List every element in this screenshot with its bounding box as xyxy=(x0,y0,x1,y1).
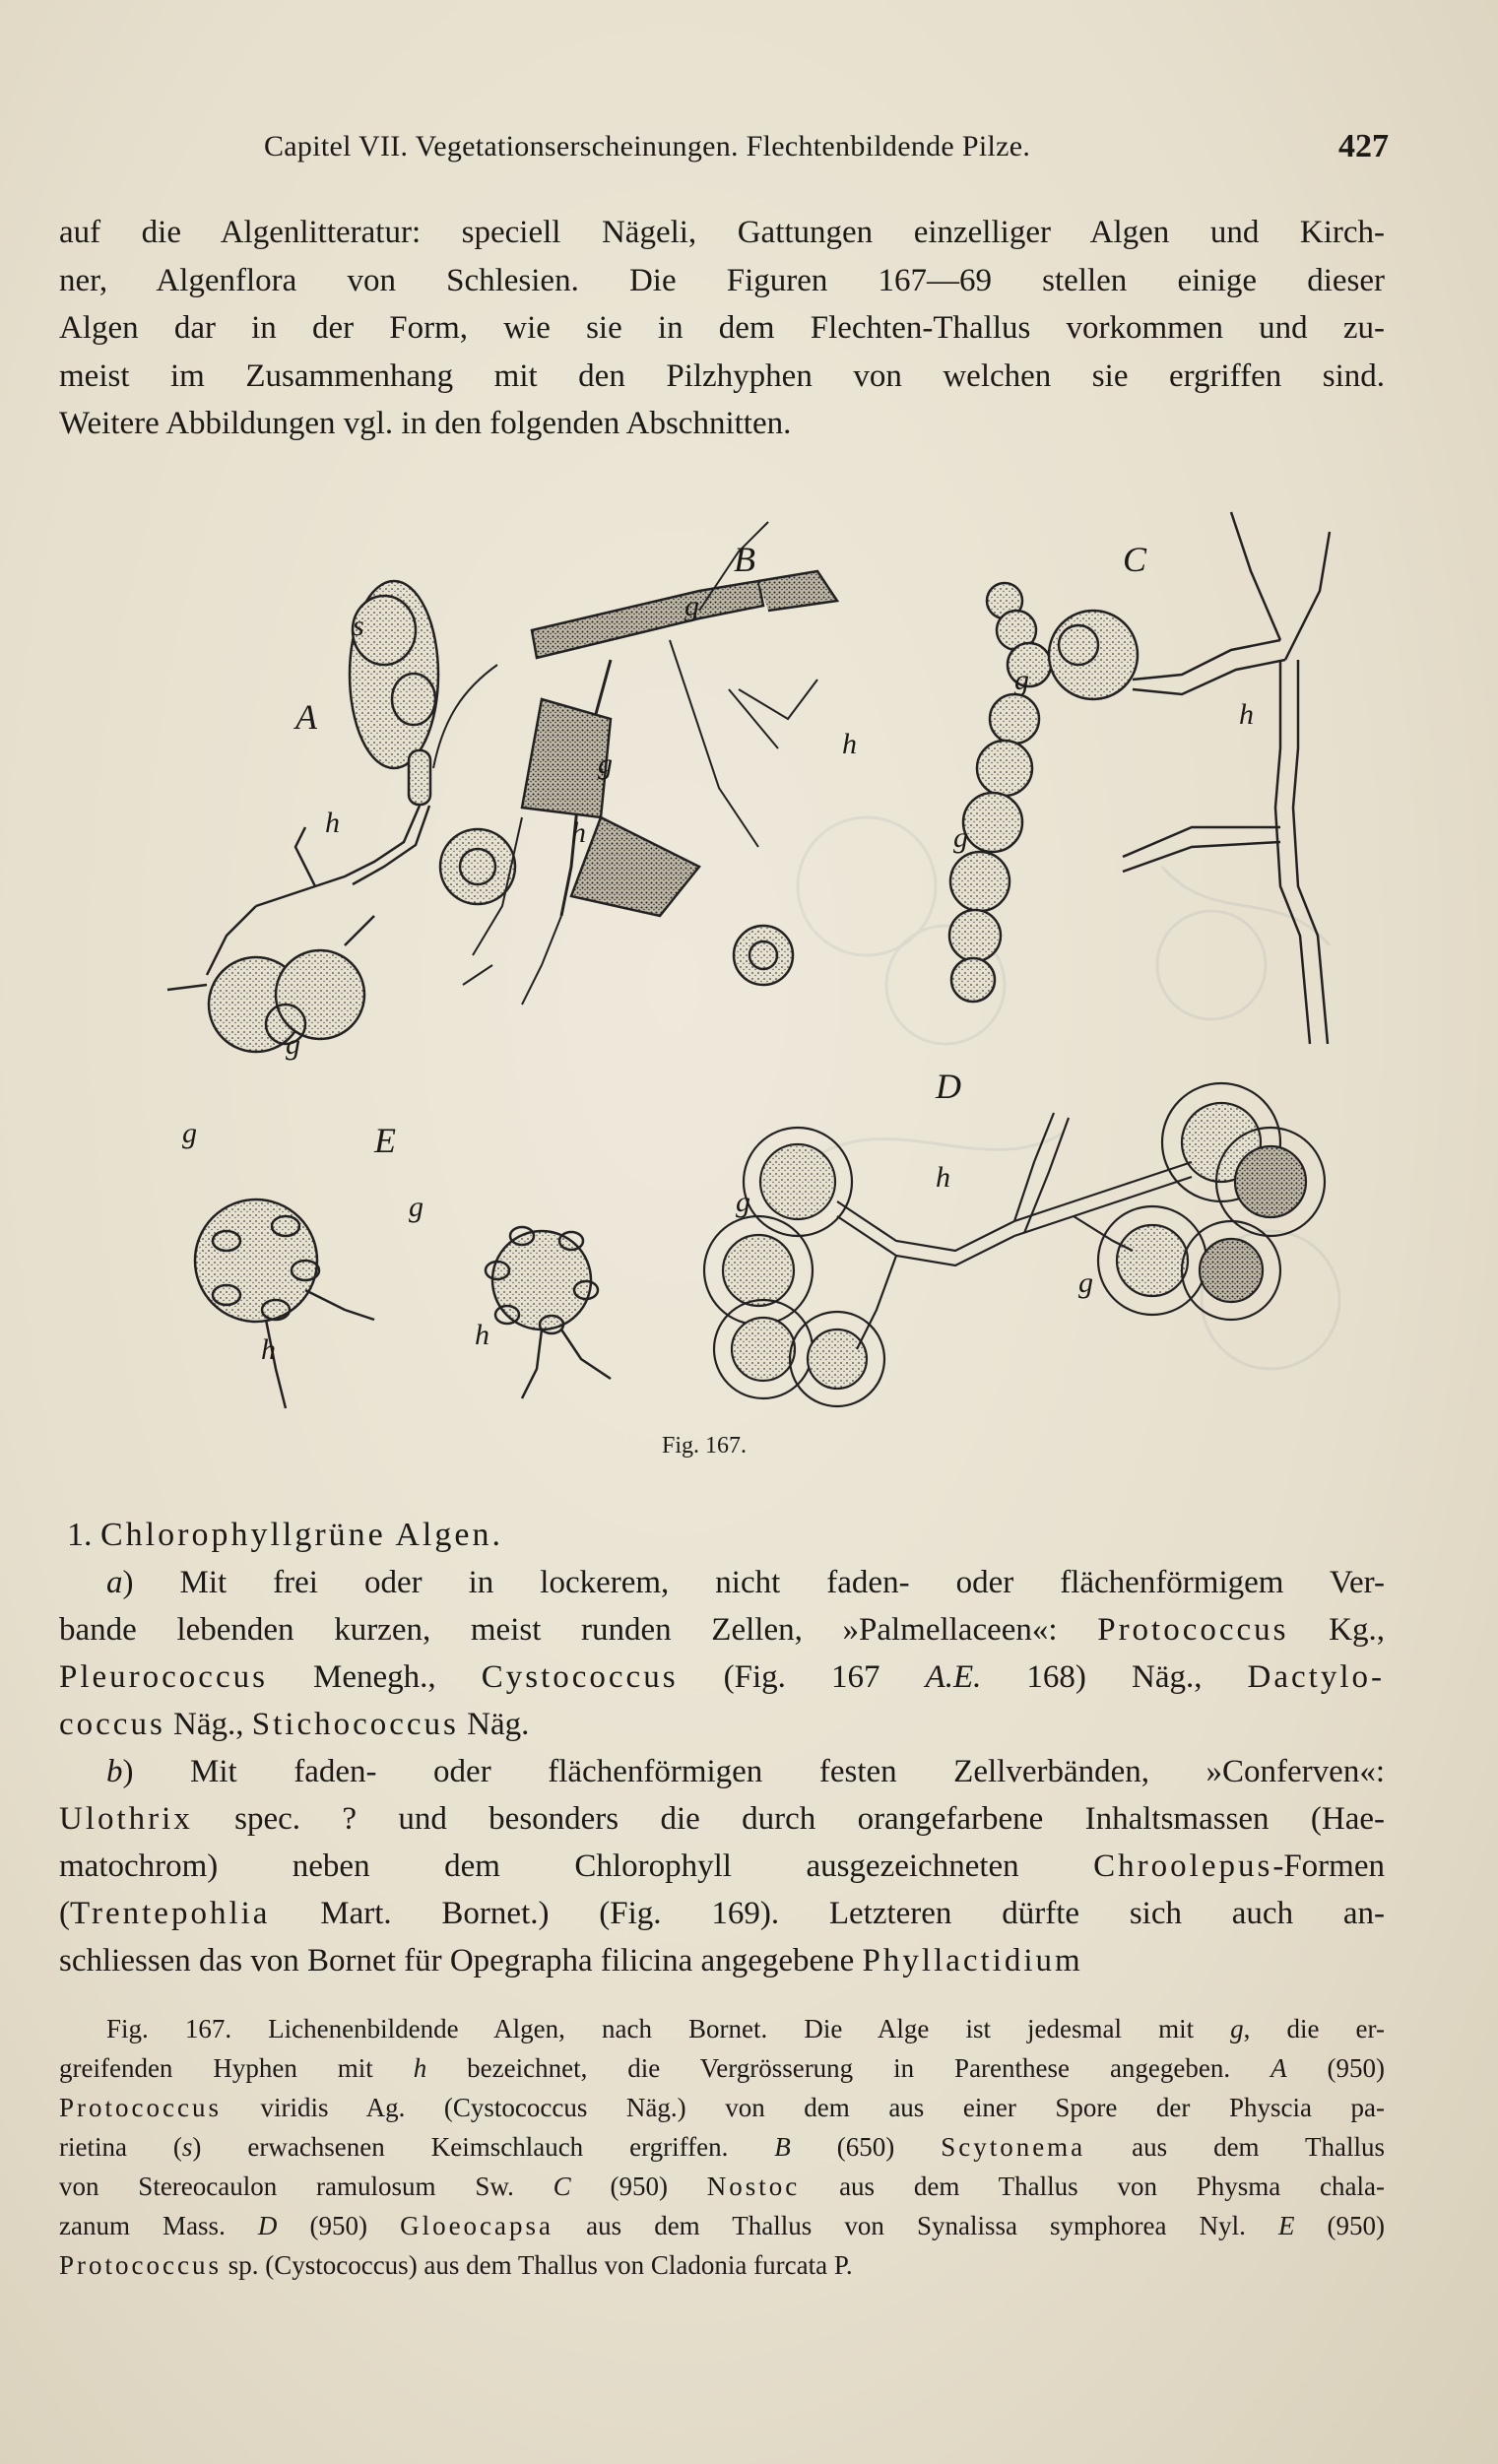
panel-c-label: C xyxy=(1123,540,1147,579)
text-line xyxy=(59,2206,1385,2245)
label-g: g xyxy=(1014,664,1029,696)
text-run: bezeichnet, die Vergrösserung in Parenthese angegeben. xyxy=(426,2053,1271,2083)
text-line xyxy=(59,2167,1385,2206)
text-run: Mart. Bornet.) (Fig. 169). Letzteren dürfte sich auch an- xyxy=(270,1896,1385,1931)
text-line xyxy=(59,1653,1385,1701)
italic-term: A xyxy=(1270,2053,1287,2083)
italic-term: h xyxy=(413,2053,427,2083)
text-run: zanum Mass. xyxy=(59,2211,258,2240)
text-line xyxy=(59,2088,1385,2127)
text-line xyxy=(59,2009,1385,2048)
page-header xyxy=(264,130,1389,173)
italic-term: b xyxy=(106,1754,123,1789)
text-run: (650) xyxy=(790,2132,942,2162)
section-heading xyxy=(59,1512,1385,1559)
text-run: aus dem Thallus von Synalissa symphorea Nyl. xyxy=(554,2211,1278,2240)
text-run: (950) xyxy=(277,2211,401,2240)
text-line xyxy=(59,2127,1385,2167)
label-g: g xyxy=(182,1117,197,1149)
spaced-term: Pleurococcus xyxy=(59,1659,268,1695)
label-h: h xyxy=(475,1319,489,1351)
spaced-term: coccus xyxy=(59,1707,165,1742)
text-run: sp. (Cystococcus) aus dem Thallus von Cladonia furcata P. xyxy=(221,2250,853,2280)
figure-167-illustration xyxy=(148,492,1369,1438)
intro-line: ner, Algenflora von Schlesien. Die Figuren 167—69 stellen einige dieser xyxy=(59,262,1385,298)
spaced-term: Ulothrix xyxy=(59,1801,193,1837)
text-run: greifenden Hyphen mit xyxy=(59,2053,414,2083)
label-h: h xyxy=(325,807,340,839)
section-number: 1. xyxy=(67,1517,93,1553)
intro-paragraph xyxy=(59,209,1385,448)
text-line xyxy=(59,1606,1385,1653)
spaced-term: Stichococcus xyxy=(251,1707,459,1742)
text-line xyxy=(59,1748,1385,1795)
spaced-term: Scytonema xyxy=(941,2132,1086,2162)
text-line xyxy=(59,2245,1385,2285)
label-g: g xyxy=(684,590,699,622)
intro-line: Weitere Abbildungen vgl. in den folgenden Abschnitten. xyxy=(59,406,792,441)
italic-term: a xyxy=(106,1565,123,1600)
text-line xyxy=(59,2048,1385,2088)
text-run: , die er- xyxy=(1243,2014,1385,2043)
label-g: g xyxy=(598,747,613,780)
text-run: -Formen xyxy=(1272,1848,1385,1884)
spaced-term: Protococcus xyxy=(59,2250,222,2280)
intro-line: meist im Zusammenhang mit den Pilzhyphen von welchen sie ergriffen sind. xyxy=(59,357,1385,394)
label-g: g xyxy=(953,821,968,854)
panel-a-drawing xyxy=(167,581,438,1052)
spaced-term: Gloeocapsa xyxy=(400,2211,554,2240)
text-run: (950) xyxy=(570,2172,707,2201)
label-h: h xyxy=(936,1161,950,1194)
text-run: Kg., xyxy=(1288,1612,1385,1648)
spaced-term: Cystococcus xyxy=(481,1659,679,1695)
text-run: bande lebenden kurzen, meist runden Zellen, »Palmellaceen«: xyxy=(59,1612,1098,1648)
text-run: matochrom) neben dem Chlorophyll ausgezeichneten xyxy=(59,1848,1094,1884)
running-head: Capitel VII. Vegetationserscheinungen. Flechtenbildende Pilze. xyxy=(264,130,1031,162)
text-run: ( xyxy=(59,1896,70,1931)
label-h: h xyxy=(261,1333,276,1366)
panel-c-drawing xyxy=(949,512,1330,1044)
page-number: 427 xyxy=(1338,128,1389,164)
label-g: g xyxy=(1078,1266,1093,1299)
italic-term: D xyxy=(257,2211,278,2240)
text-line xyxy=(59,1559,1385,1606)
italic-term: B xyxy=(774,2132,791,2162)
text-line xyxy=(59,1890,1385,1937)
intro-line: Algen dar in der Form, wie sie in dem Flechten-Thallus vorkommen und zu- xyxy=(59,310,1385,346)
text-line xyxy=(59,1843,1385,1890)
panel-e-drawing xyxy=(195,1200,611,1408)
panel-a-label: A xyxy=(295,697,317,737)
spaced-term: Dactylo- xyxy=(1247,1659,1385,1695)
text-run: ) Mit faden- oder flächenförmigen festen Zellverbänden, »Conferven«: xyxy=(122,1754,1385,1789)
label-h: h xyxy=(1239,698,1254,731)
italic-term: E xyxy=(1277,2211,1295,2240)
italic-term: A.E. xyxy=(925,1659,982,1695)
text-line xyxy=(59,1701,1385,1748)
text-line xyxy=(59,1795,1385,1843)
text-run: Fig. 167. Lichenenbildende Algen, nach Bornet. Die Alge ist jedesmal mit xyxy=(106,2014,1231,2043)
text-run: Menegh., xyxy=(267,1659,482,1695)
text-run: aus dem Thallus von Physma chala- xyxy=(800,2172,1385,2201)
text-line xyxy=(59,1937,1385,1984)
text-run: viridis Ag. (Cystococcus Näg.) von dem aus einer Spore der Physcia pa- xyxy=(221,2093,1385,2122)
text-run: (950) xyxy=(1294,2211,1386,2240)
text-run: (950) xyxy=(1286,2053,1385,2083)
text-run: ) Mit frei oder in lockerem, nicht faden- oder flächenförmigem Ver- xyxy=(122,1565,1385,1600)
text-run: von Stereocaulon ramulosum Sw. xyxy=(59,2172,554,2201)
italic-term: g xyxy=(1230,2014,1244,2043)
label-s: s xyxy=(353,610,364,642)
spaced-term: Protococcus xyxy=(59,2093,222,2122)
panel-d-label: D xyxy=(936,1067,961,1106)
spaced-term: Chroolepus xyxy=(1093,1848,1273,1884)
text-run: Näg., xyxy=(164,1707,252,1742)
spaced-term: Trentepohlia xyxy=(70,1896,271,1931)
label-g: g xyxy=(736,1186,750,1218)
intro-line: auf die Algenlitteratur: speciell Nägeli, Gattungen einzelliger Algen und Kirch- xyxy=(59,215,1385,250)
panel-e-label: E xyxy=(374,1121,396,1160)
spaced-term: Nostoc xyxy=(706,2172,801,2201)
label-g: g xyxy=(409,1191,423,1223)
figure-caption xyxy=(59,2009,1385,2285)
text-run: (Fig. 167 xyxy=(678,1659,926,1695)
panel-b-label: B xyxy=(734,540,755,579)
panel-b-drawing xyxy=(433,522,837,1005)
text-run: schliessen das von Bornet für Opegrapha filicina angegebene xyxy=(59,1943,863,1978)
label-g: g xyxy=(286,1028,300,1061)
text-run: spec. ? und besonders die durch orangefarbene Inhaltsmassen (Hae- xyxy=(192,1801,1385,1837)
text-run: 168) Näg., xyxy=(981,1659,1248,1695)
section-chlorophyll-algae xyxy=(59,1512,1385,1984)
text-run: ) erwachsenen Keimschlauch ergriffen. xyxy=(192,2132,775,2162)
spaced-term: Protococcus xyxy=(1097,1612,1289,1648)
paragraph-b xyxy=(59,1748,1385,1984)
panel-d-drawing xyxy=(704,1083,1325,1406)
section-title: Chlorophyllgrüne Algen. xyxy=(100,1517,503,1553)
label-h: h xyxy=(571,816,586,849)
italic-term: C xyxy=(553,2172,571,2201)
text-run: Näg. xyxy=(458,1707,530,1742)
spaced-term: Phyllactidium xyxy=(862,1943,1083,1978)
figure-number-label: Fig. 167. xyxy=(662,1433,748,1459)
paragraph-a xyxy=(59,1559,1385,1748)
label-h: h xyxy=(842,728,857,760)
italic-term: s xyxy=(181,2132,193,2162)
text-run: rietina ( xyxy=(59,2132,182,2162)
text-run: aus dem Thallus xyxy=(1085,2132,1385,2162)
